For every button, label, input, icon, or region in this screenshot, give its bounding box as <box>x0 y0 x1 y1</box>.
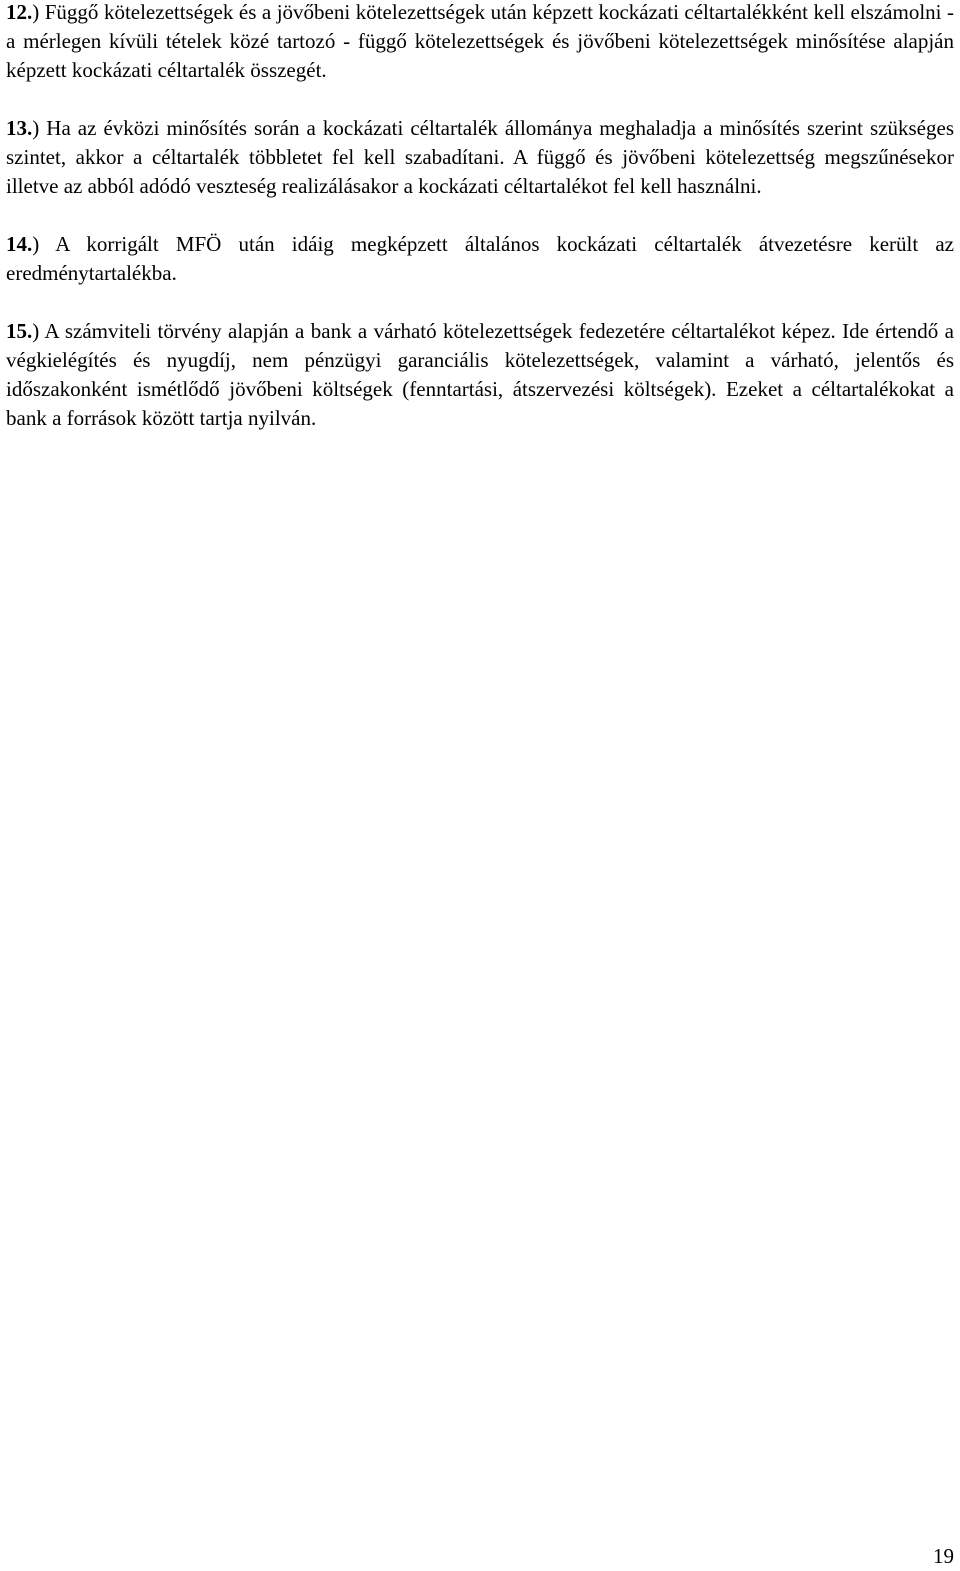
page-number: 19 <box>933 1544 954 1568</box>
paragraph-text: ) A számviteli törvény alapján a bank a várható kötelezettségek fedezetére céltartalékot képez. Ide értendő a végkielégítés és nyugdíj, nem pénzügyi garanciális kötelezettségek, valamint a várható, jelentős és időszakonként ismétlődő jövőbeni költségek (fenntartási, átszervezési költségek). Ezeket a céltartalékokat a bank a források között tartja nyilván. <box>6 319 954 430</box>
paragraph-15 <box>6 317 954 433</box>
paragraph-text: ) A korrigált MFÖ után idáig megképzett általános kockázati céltartalék átvezetésre került az eredménytartalékba. <box>6 232 954 285</box>
paragraph-number: 15. <box>6 319 33 343</box>
paragraph-number: 14. <box>6 232 33 256</box>
paragraph-13 <box>6 114 954 201</box>
paragraph-text: ) Függő kötelezettségek és a jövőbeni kötelezettségek után képzett kockázati céltartalékként kell elszámolni - a mérlegen kívüli tételek közé tartozó - függő kötelezettségek és jövőbeni kötelezettségek minősítése alapján képzett kockázati céltartalék összegét. <box>6 0 954 82</box>
document-page <box>6 0 954 462</box>
paragraph-number: 13. <box>6 116 33 140</box>
paragraph-number: 12. <box>6 0 33 24</box>
paragraph-text: ) Ha az évközi minősítés során a kockázati céltartalék állománya meghaladja a minősítés szerint szükséges szintet, akkor a céltartalék többletet fel kell szabadítani. A függő és jövőbeni kötelezettség megszűnésekor illetve az abból adódó veszteség realizálásakor a kockázati céltartalékot fel kell használni. <box>6 116 954 198</box>
paragraph-12 <box>6 0 954 85</box>
paragraph-14 <box>6 230 954 288</box>
